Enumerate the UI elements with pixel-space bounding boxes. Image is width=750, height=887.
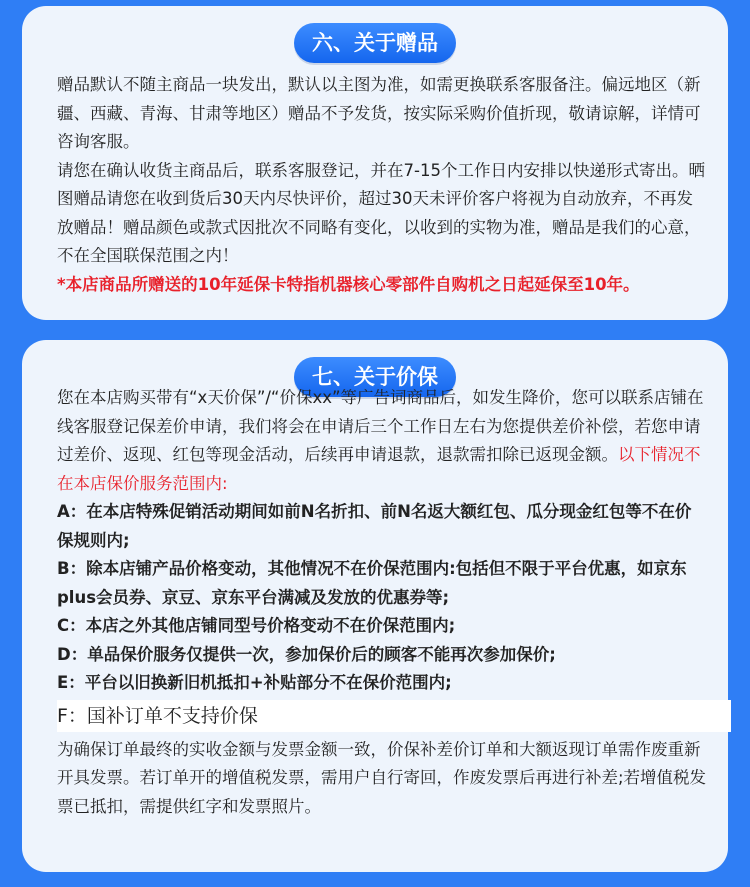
gift-section-card <box>22 6 728 320</box>
gift-section-body <box>57 71 707 299</box>
price-protection-card <box>22 340 728 872</box>
rule-e: E：平台以旧换新旧机抵扣+补贴部分不在保价范围内; <box>57 673 452 692</box>
price-protection-intro <box>57 384 707 498</box>
gift-para-1: 赠品默认不随主商品一块发出，默认以主图为准，如需更换联系客服备注。偏远地区（新疆、西藏、青海、甘肃等地区）赠品不予发货，按实际采购价值折现，敬请谅解，详情可咨询客服。 <box>57 75 701 151</box>
intro-text: 您在本店购买带有“x天价保”/“价保xx”等广告词商品后，如发生降价，您可以联系店铺在线客服登记保差价申请，我们将会在申请后三个工作日左右为您提供差价补偿，若您申请过差价、返现、红包等现金活动，后续再申请退款，退款需扣除已返现金额。 <box>57 388 704 464</box>
rule-b: B：除本店铺产品价格变动，其他情况不在价保范围内:包括但不限于平台优惠，如京东plus会员券、京豆、京东平台满减及发放的优惠券等; <box>57 559 687 607</box>
rule-c: C：本店之外其他店铺同型号价格变动不在价保范围内; <box>57 616 456 635</box>
rule-f: F：国补订单不支持价保 <box>57 700 731 732</box>
rule-a: A：在本店特殊促销活动期间如前N名折扣、前N名返大额红包、瓜分现金红包等不在价保规则内; <box>57 502 692 550</box>
price-protection-title: 七、关于价保 <box>294 357 456 397</box>
rule-d: D：单品保价服务仅提供一次，参加保价后的顾客不能再次参加保价; <box>57 644 556 664</box>
price-protection-body <box>57 384 707 821</box>
invoice-closing-text: 为确保订单最终的实收金额与发票金额一致，价保补差价订单和大额返现订单需作废重新开具发票。若订单开的增值税发票，需用户自行寄回，作废发票后再进行补差;若增值税发票已抵扣，需提供红字和发票照片。 <box>57 739 707 816</box>
warranty-note: *本店商品所赠送的10年延保卡特指机器核心零部件自购机之日起延保至10年。 <box>57 274 640 294</box>
gift-section-title: 六、关于赠品 <box>294 23 456 63</box>
exclusion-heading: 以下情况不在本店保价服务范围内: <box>57 445 701 493</box>
gift-para-2: 请您在确认收货主商品后，联系客服登记，并在7-15个工作日内安排以快递形式寄出。晒图赠品请您在收到货后30天内尽快评价，超过30天未评价客户将视为自动放弃，不再发放赠品！赠品颜色或款式因批次不同略有变化，以收到的实物为准，赠品是我们的心意，不在全国联保范围之内！ <box>57 160 705 265</box>
